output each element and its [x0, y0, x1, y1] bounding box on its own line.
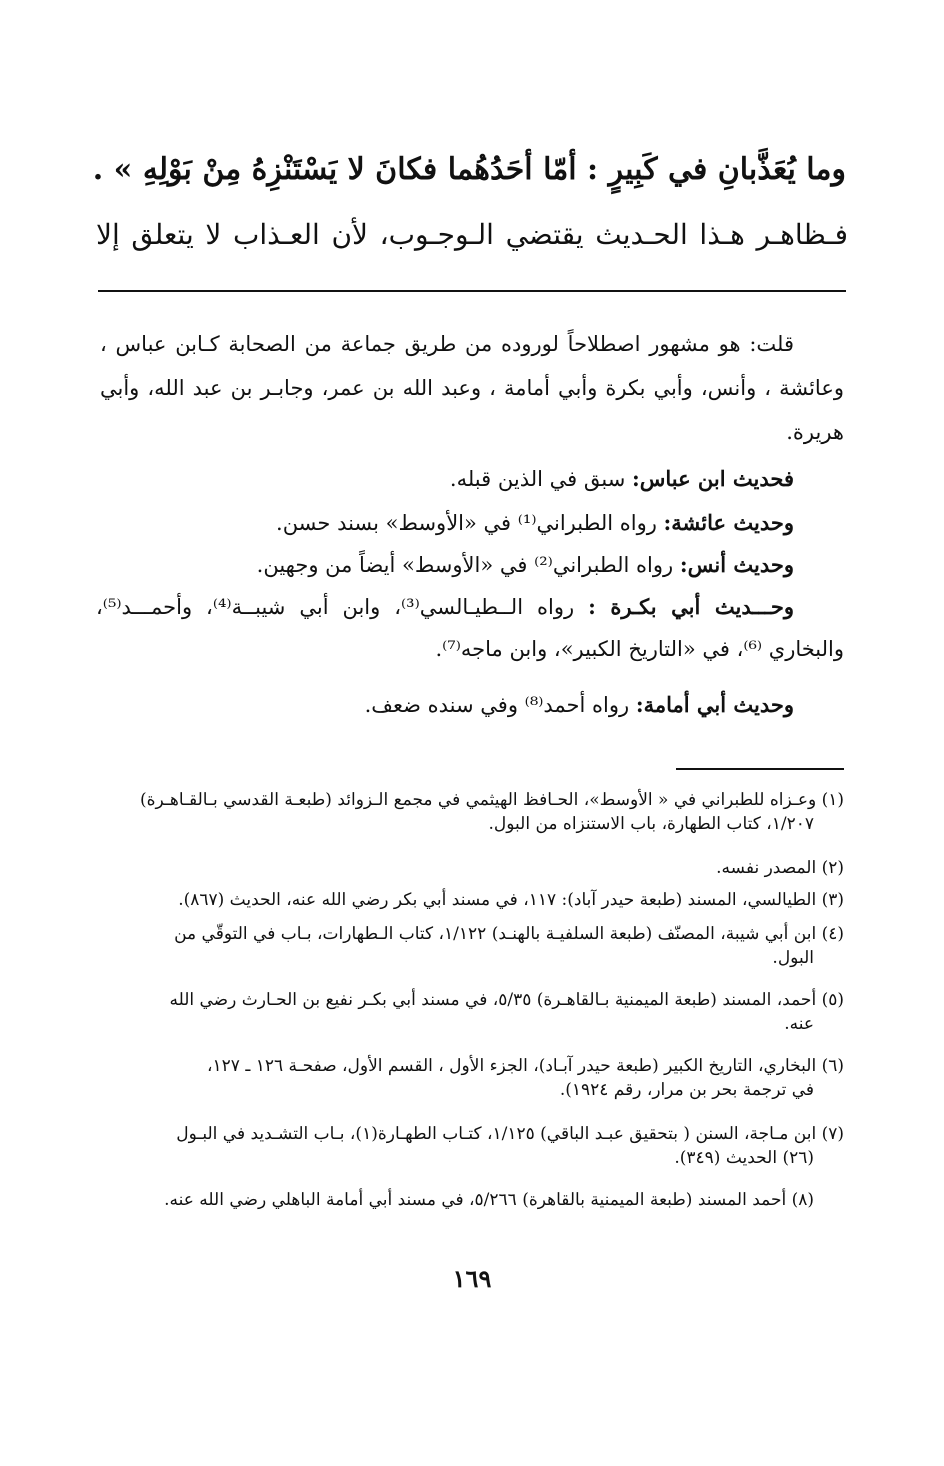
item-label: وحديث أنس: — [679, 552, 794, 577]
footnote — [100, 924, 844, 968]
item-text: رواه الــطيـالسي⁽³⁾، وابن أبي شيبــة⁽⁴⁾، وأحمـــد⁽⁵⁾، — [96, 595, 589, 619]
intro-paragraph — [100, 322, 844, 454]
footnote — [100, 990, 844, 1034]
footnote — [100, 1190, 814, 1210]
footnote-line: (٤) ابن أبي شيبة، المصنّف (طبعة السلفيـة بالهنـد) ١/١٢٢، كتاب الـطهارات، بـاب في التوقّي من — [174, 924, 844, 944]
item-text: سبق في الذين قبله. — [449, 467, 632, 491]
footnote-line: (٥) أحمد، المسند (طبعة الميمنية بـالقاهـرة) ٥/٣٥، في مسند أبي بكـر نفيع بن الحـارث رضي الله — [169, 990, 844, 1010]
footnote — [100, 790, 844, 834]
list-item — [100, 552, 794, 577]
item-text: رواه الطبراني⁽²⁾ في «الأوسط» أيضاً من وجهين. — [256, 553, 680, 577]
footnote-continuation: (٢٦) الحديث (٣٤٩). — [674, 1148, 814, 1168]
item-label: وحديث أبي أمامة: — [635, 692, 794, 717]
item-text: رواه الطبراني⁽¹⁾ في «الأوسط» بسند حسن. — [276, 511, 664, 535]
item-label: وحـــديث أبي بكـرة : — [588, 594, 794, 619]
item-text: رواه أحمد⁽⁸⁾ وفي سنده ضعف. — [364, 693, 636, 717]
list-item — [100, 692, 794, 717]
footnote-line: (٣) الطيالسي، المسند (طبعة حيدر آباد): ١١٧، في مسند أبي بكر رضي الله عنه، الحديث (٨٦٧). — [178, 890, 844, 910]
footnote-continuation: عنه. — [784, 1014, 814, 1034]
footnote — [100, 858, 844, 878]
list-item — [100, 636, 844, 661]
item-label: فحديث ابن عباس: — [631, 466, 794, 491]
footnote-line: (١) وعـزاه للطبراني في « الأوسط»، الحـافظ الهيثمي في مجمع الـزوائد (طبعـة القدسي بـالقـاهـرة) — [139, 790, 844, 810]
footnote-line: (٢) المصدر نفسه. — [716, 858, 844, 878]
main-text-line: فـظاهـر هـذا الحـديث يقتضي الـوجـوب، لأن العـذاب لا يتعلق إلا — [96, 218, 848, 251]
item-label: وحديث عائشة: — [663, 510, 794, 535]
list-item — [100, 466, 794, 491]
item-text: والبخاري ⁽⁶⁾، في «التاريخ الكبير»، وابن ماجه⁽⁷⁾. — [435, 637, 844, 661]
footnote — [100, 1124, 844, 1168]
main-divider — [98, 290, 846, 292]
intro-text: قلت: هو مشهور اصطلاحاً لوروده من طريق جماعة من الصحابة كـابن عباس ، وعائشة ، وأنس، وأبي بكرة وأبي أمامة ، وعبد الله بن عمر، وجابـر بن عبد الله، وأبي هريرة. — [100, 332, 844, 444]
footnote-continuation: البول. — [772, 948, 814, 968]
footnote — [100, 1056, 844, 1100]
list-item — [100, 510, 794, 535]
footnote-continuation: في ترجمة بحر بن مرار، رقم ١٩٢٤). — [559, 1080, 814, 1100]
footnote-line: (٨) أحمد المسند (طبعة الميمنية بالقاهرة) ٥/٢٦٦، في مسند أبي أمامة الباهلي رضي الله عنه. — [164, 1190, 814, 1210]
footnote-continuation: ١/٢٠٧، كتاب الطهارة، باب الاستنزاه من البول. — [488, 814, 814, 834]
list-item — [96, 594, 794, 619]
footnote — [100, 890, 844, 910]
hadith-text: وما يُعَذَّبانِ في كَبِيرٍ : أمّا أحَدُهُما فكانَ لا يَسْتَنْزِهُ مِنْ بَوْلِهِ » . — [92, 152, 846, 187]
footnote-line: (٧) ابن مـاجة، السنن ( بتحقيق عبـد الباقي) ١/١٢٥، كتـاب الطهـارة(١)، بـاب التشـديد في البـول — [176, 1124, 844, 1144]
footnote-line: (٦) البخاري، التاريخ الكبير (طبعة حيدر آبـاد)، الجزء الأول ، القسم الأول، صفحـة ١٢٦ ـ ١٢٧، — [207, 1056, 844, 1076]
page-number: ١٦٩ — [452, 1264, 492, 1293]
footnote-divider — [676, 768, 844, 770]
